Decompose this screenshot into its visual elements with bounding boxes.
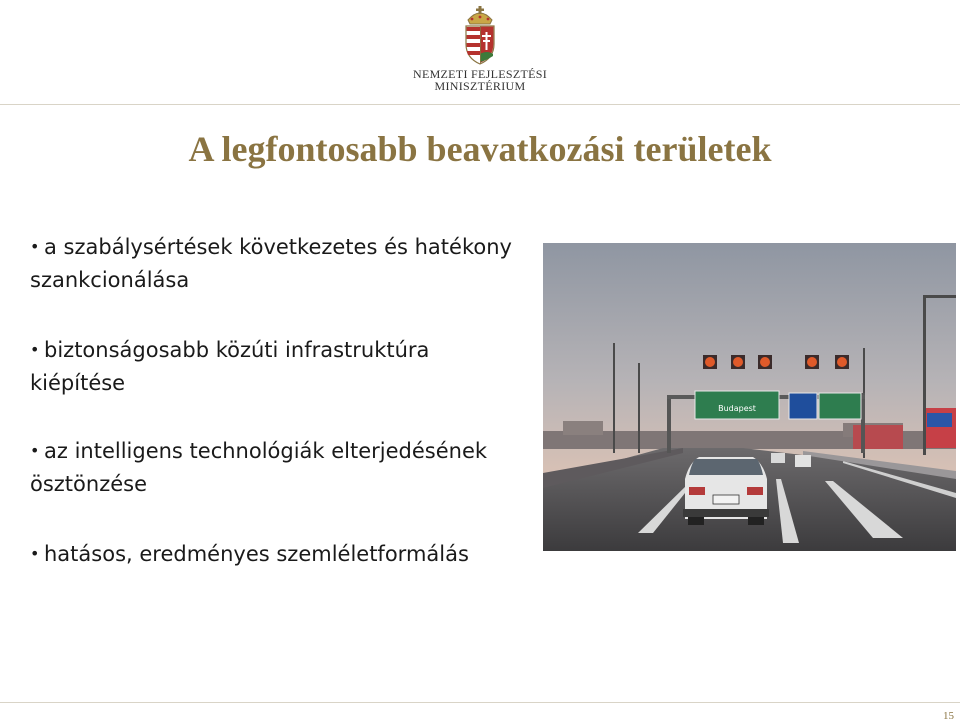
highway-photo — [543, 243, 956, 551]
ministry-name — [410, 68, 550, 92]
page-number: 15 — [943, 710, 954, 722]
ministry-name-line2: MINISZTÉRIUM — [434, 79, 526, 93]
bullet-item — [30, 230, 530, 297]
slide-title: A legfontosabb beavatkozási területek — [188, 129, 772, 169]
footer-divider — [0, 702, 960, 703]
bullet-item — [30, 333, 530, 400]
bullet-item — [30, 537, 530, 571]
gantry-sign-text: Budapest — [718, 404, 756, 413]
bullet-text: biztonságosabb közúti infrastruktúra kiépítése — [30, 338, 430, 395]
bullet-text: hatásos, eredményes szemléletformálás — [44, 542, 469, 566]
bullet-text: az intelligens technológiák elterjedésének ösztönzése — [30, 439, 488, 496]
bullet-list — [30, 230, 530, 607]
ministry-name-line1: NEMZETI FEJLESZTÉSI — [412, 67, 548, 81]
bullet-icon: • — [30, 544, 40, 563]
coat-of-arms-icon — [460, 4, 500, 66]
header-divider — [0, 104, 960, 105]
bullet-text: a szabálysértések következetes és hatékony szankcionálása — [30, 235, 512, 292]
bullet-icon: • — [30, 340, 40, 359]
ministry-logo — [410, 4, 550, 96]
bullet-icon: • — [30, 441, 40, 460]
bullet-icon: • — [30, 237, 40, 256]
bullet-item — [30, 434, 530, 501]
